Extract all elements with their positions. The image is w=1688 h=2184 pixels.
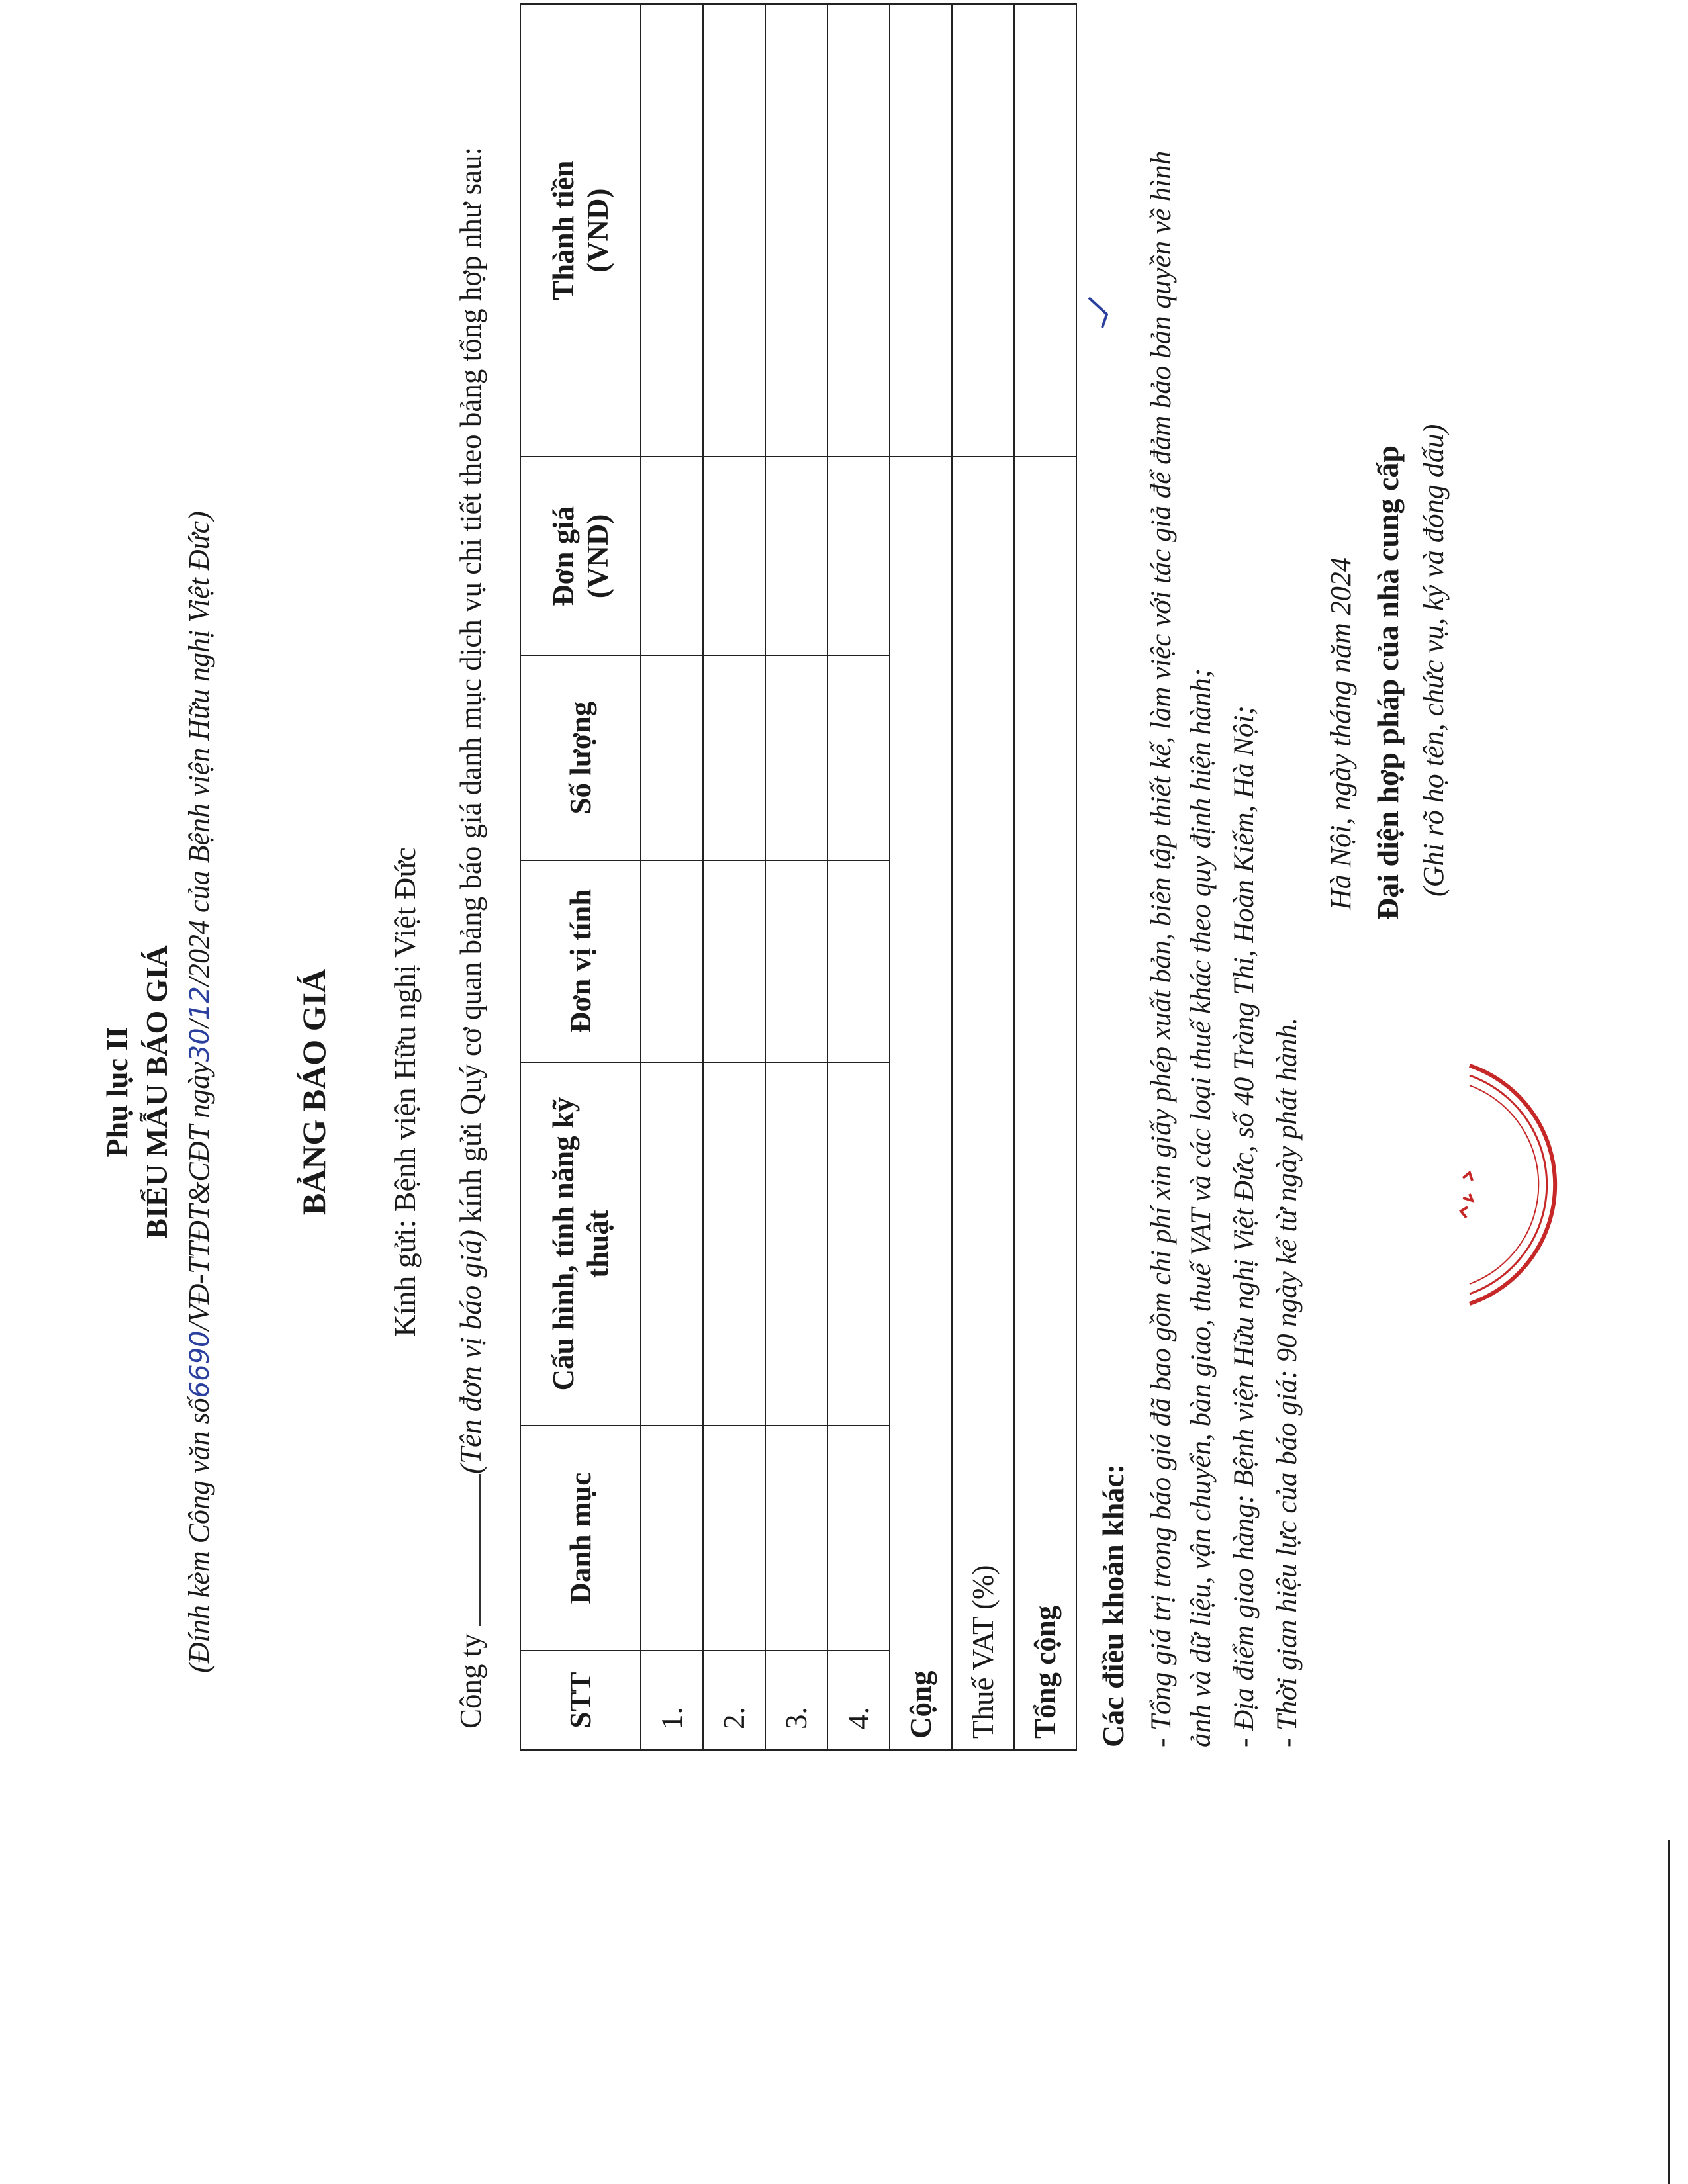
cell-empty (703, 1426, 765, 1651)
subtotal-label: Cộng (890, 457, 952, 1750)
term-validity: - Thời gian hiệu lực của báo giá: 90 ngày kể từ ngày phát hành. (1272, 1017, 1303, 1747)
header-price (520, 457, 641, 655)
subtotal-value (890, 4, 952, 457)
cell-empty (765, 4, 827, 457)
header-amount-currency: (VND) (581, 188, 614, 273)
intro-rest: kính gửi Quý cơ quan bảng báo giá danh mục dịch vụ chi tiết theo bảng tổng hợp như sau: (454, 146, 487, 1230)
term-price-inclusion: - Tổng giá trị trong báo giá đã bao gồm chi phí xin giấy phép xuất bản, biên tập thiết kế, làm việc với tác giả để đảm bảo bản quyền về hình (1146, 150, 1177, 1747)
signature-date-line: Hà Nội, ngày tháng năm 2024 (1325, 557, 1357, 910)
cell-empty (827, 860, 890, 1062)
terms-heading: Các điều khoản khác: (1096, 1463, 1130, 1747)
cell-empty (703, 457, 765, 655)
cell-empty (765, 860, 827, 1062)
cell-empty (765, 655, 827, 860)
header-price-currency: (VND) (581, 514, 614, 599)
cell-empty (641, 655, 703, 860)
cell-empty (827, 1426, 890, 1651)
cell-empty (703, 860, 765, 1062)
handwritten-day: 30 (185, 1028, 215, 1062)
date-separator: / (183, 1020, 215, 1028)
quote-table (520, 3, 1077, 1751)
scan-edge-line (1668, 1840, 1670, 2184)
cell-empty (827, 4, 890, 457)
header-stt: STT (520, 1651, 641, 1750)
cell-empty (641, 457, 703, 655)
header-unit: Đơn vị tính (520, 860, 641, 1062)
cell-empty (641, 1062, 703, 1426)
cell-empty (827, 655, 890, 860)
term-price-inclusion-cont: ảnh và dữ liệu, vận chuyển, bàn giao, thuế VAT và các loại thuế khác theo quy định hiện hành; (1186, 668, 1217, 1747)
cell-empty (641, 4, 703, 457)
table-row (703, 4, 765, 1750)
signature-title: Đại diện hợp pháp của nhà cung cấp (1371, 445, 1405, 920)
recipient-line: Kính gửi: Bệnh viện Hữu nghị Việt Đức (388, 847, 422, 1337)
total-label: Tổng cộng (1014, 457, 1076, 1750)
intro-unit: (Tên đơn vị báo giá) (454, 1230, 487, 1474)
header-amount (520, 4, 641, 457)
total-value (1014, 4, 1076, 457)
cell-empty (765, 1062, 827, 1426)
row-number: 2. (703, 1651, 765, 1750)
vat-value (952, 4, 1014, 457)
table-row (641, 4, 703, 1750)
vat-row (952, 4, 1014, 1750)
cell-empty (765, 1426, 827, 1651)
cell-empty (827, 1062, 890, 1426)
cell-empty (827, 457, 890, 655)
row-number: 4. (827, 1651, 890, 1750)
pen-check-mark-icon (1086, 291, 1112, 331)
cell-empty (703, 4, 765, 457)
form-title: BIỂU MẪU BÁO GIÁ (140, 945, 173, 1239)
table-row (765, 4, 827, 1750)
cell-empty (641, 1426, 703, 1651)
attachment-reference (182, 0, 216, 2184)
intro-company: Công ty (454, 1633, 487, 1729)
header-spec: Cấu hình, tính năng kỹ thuật (520, 1062, 641, 1426)
total-row (1014, 4, 1076, 1750)
company-name-blank (459, 1474, 481, 1626)
header-amount-label: Thành tiền (547, 160, 580, 300)
table-row (827, 4, 890, 1750)
vat-label: Thuế VAT (%) (952, 457, 1014, 1750)
cell-empty (641, 860, 703, 1062)
row-number: 3. (765, 1651, 827, 1750)
appendix-label: Phụ lục II (100, 1026, 134, 1158)
cell-empty (703, 1062, 765, 1426)
header-price-label: Đơn giá (547, 506, 580, 606)
attach-mid: /VĐ-TTĐT&CĐT ngày (183, 1062, 215, 1331)
subtotal-row (890, 4, 952, 1750)
row-number: 1. (641, 1651, 703, 1750)
cell-empty (703, 655, 765, 860)
handwritten-doc-number: 6690 (185, 1330, 215, 1398)
handwritten-month: 12 (185, 986, 215, 1021)
intro-line (453, 147, 488, 1729)
quote-title: BẢNG BÁO GIÁ (295, 968, 332, 1216)
header-item: Danh mục (520, 1426, 641, 1651)
term-delivery-location: - Địa điểm giao hàng: Bệnh viện Hữu nghị Việt Đức, số 40 Tràng Thi, Hoàn Kiếm, Hà Nội; (1229, 705, 1260, 1747)
signature-note: (Ghi rõ họ tên, chức vụ, ký và đóng dấu) (1417, 424, 1450, 897)
attach-prefix: (Đính kèm Công văn số (183, 1398, 215, 1673)
header-qty: Số lượng (520, 655, 641, 860)
table-header-row (520, 4, 641, 1750)
red-stamp-icon (1443, 1039, 1569, 1330)
attach-suffix: /2024 của Bệnh viện Hữu nghị Việt Đức) (183, 511, 215, 987)
cell-empty (765, 457, 827, 655)
